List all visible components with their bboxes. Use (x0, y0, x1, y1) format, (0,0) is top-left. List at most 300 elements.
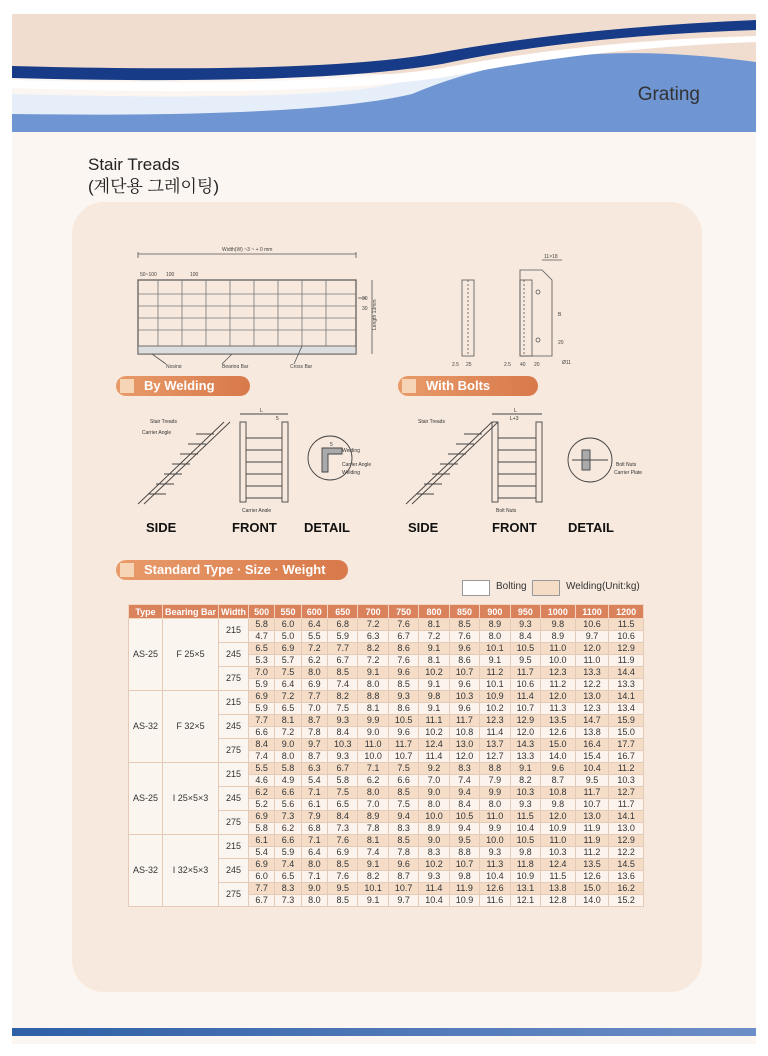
weight-cell: 12.3 (575, 703, 609, 715)
weight-cell: 7.8 (301, 727, 327, 739)
weight-cell: 7.9 (301, 811, 327, 823)
drawing-bolt-hole: 11×18 (544, 254, 558, 260)
weight-cell: 4.7 (249, 631, 275, 643)
type-cell: AS-32 (129, 835, 163, 907)
weight-cell: 13.3 (575, 667, 609, 679)
weight-cell: 7.6 (449, 631, 479, 643)
weight-cell: 14.7 (575, 715, 609, 727)
weight-cell: 10.3 (510, 787, 540, 799)
weight-cell: 6.5 (275, 871, 301, 883)
weight-cell: 8.0 (275, 751, 301, 763)
weight-cell: 11.9 (449, 883, 479, 895)
width-cell: 275 (219, 667, 249, 691)
bolts-diagram (392, 408, 652, 512)
weight-cell: 7.1 (301, 835, 327, 847)
weight-cell: 6.4 (275, 679, 301, 691)
weight-cell: 5.8 (327, 775, 357, 787)
weight-cell: 11.9 (575, 835, 609, 847)
weight-cell: 6.3 (301, 763, 327, 775)
width-cell: 215 (219, 691, 249, 715)
weight-cell: 6.4 (301, 619, 327, 631)
weight-cell: 10.4 (510, 823, 540, 835)
drawing-part-cross-bar: Cross Bar (290, 364, 313, 368)
bearing-bar-cell: F 32×5 (163, 691, 219, 763)
drawing-pitch-label-2: 100 (166, 272, 175, 278)
weight-cell: 9.6 (449, 679, 479, 691)
weight-cell: 10.9 (449, 895, 479, 907)
weight-cell: 6.6 (275, 835, 301, 847)
weight-cell: 10.5 (510, 643, 540, 655)
weight-cell: 7.0 (419, 775, 449, 787)
weight-cell: 13.1 (510, 883, 540, 895)
welding-label-stair-treads: Stair Treads (150, 419, 177, 425)
weight-cell: 9.3 (510, 619, 540, 631)
weight-cell: 12.2 (609, 847, 644, 859)
type-cell: AS-25 (129, 619, 163, 691)
table-row (129, 691, 644, 703)
weight-cell: 11.2 (541, 679, 576, 691)
weight-cell: 12.4 (419, 739, 449, 751)
weight-cell: 8.0 (480, 631, 510, 643)
weight-cell: 9.9 (480, 823, 510, 835)
header-title: Grating (637, 84, 700, 105)
section-title-en: Stair Treads (88, 155, 180, 174)
weight-cell: 4.6 (249, 775, 275, 787)
weight-cell: 5.4 (249, 847, 275, 859)
weight-cell: 10.9 (480, 691, 510, 703)
weight-cell: 6.9 (249, 691, 275, 703)
welding-detail-label-5: 5 (330, 442, 333, 448)
weight-cell: 10.1 (480, 679, 510, 691)
weight-cell: 7.6 (327, 835, 357, 847)
weight-cell: 6.9 (301, 679, 327, 691)
weight-cell: 15.0 (609, 727, 644, 739)
weight-cell: 12.9 (609, 643, 644, 655)
welding-diagram (124, 408, 374, 512)
weight-cell: 9.3 (419, 871, 449, 883)
table-header-cell: 600 (301, 605, 327, 619)
with-bolts-title: With Bolts (426, 378, 491, 393)
weight-cell: 10.7 (449, 667, 479, 679)
weight-cell: 7.1 (301, 871, 327, 883)
weight-cell: 12.6 (575, 871, 609, 883)
weight-cell: 9.3 (327, 751, 357, 763)
weight-cell: 6.9 (249, 859, 275, 871)
weight-cell: 8.1 (275, 715, 301, 727)
weight-cell: 7.1 (301, 787, 327, 799)
table-header-cell: 750 (388, 605, 418, 619)
weight-cell: 6.6 (275, 787, 301, 799)
weight-cell: 6.3 (358, 631, 388, 643)
weight-cell: 7.9 (480, 775, 510, 787)
weight-cell: 7.6 (388, 619, 418, 631)
drawing-bolt-dim-1: 2.5 (504, 362, 511, 368)
weight-cell: 14.4 (609, 667, 644, 679)
drawing-side-dim-2: 25 (466, 362, 472, 368)
weight-cell: 6.8 (327, 619, 357, 631)
weight-cell: 9.3 (480, 847, 510, 859)
weight-cell: 11.2 (480, 667, 510, 679)
bolts-view-front: FRONT (492, 520, 537, 535)
weight-cell: 12.3 (541, 667, 576, 679)
drawing-width-label: Width(W) ~3 ~ + 0 mm (222, 247, 273, 253)
weight-cell: 10.9 (541, 823, 576, 835)
table-header-cell: 500 (249, 605, 275, 619)
table-header-cell: Width (219, 605, 249, 619)
legend-bolting-label: Bolting (496, 581, 527, 592)
weight-cell: 8.3 (449, 763, 479, 775)
weight-cell: 10.8 (449, 727, 479, 739)
width-cell: 275 (219, 739, 249, 763)
table-header-cell: Bearing Bar (163, 605, 219, 619)
weight-cell: 10.2 (480, 703, 510, 715)
weight-cell: 14.0 (541, 751, 576, 763)
drawing-dim-30: 30 (362, 296, 368, 302)
weight-cell: 6.0 (275, 619, 301, 631)
weight-cell: 11.9 (609, 655, 644, 667)
weight-cell: 16.4 (575, 739, 609, 751)
weight-cell: 15.4 (575, 751, 609, 763)
width-cell: 275 (219, 811, 249, 835)
weight-cell: 12.8 (541, 895, 576, 907)
bolts-front-label-l: L (514, 408, 517, 414)
weight-cell: 11.2 (575, 847, 609, 859)
weight-cell: 8.0 (358, 679, 388, 691)
weight-cell: 10.4 (575, 763, 609, 775)
weight-cell: 11.7 (575, 787, 609, 799)
weight-cell: 9.0 (419, 787, 449, 799)
table-header-cell: 650 (327, 605, 357, 619)
weight-cell: 9.3 (388, 691, 418, 703)
weight-cell: 5.8 (275, 763, 301, 775)
weight-cell: 8.9 (480, 619, 510, 631)
weight-cell: 14.1 (609, 811, 644, 823)
weight-cell: 7.5 (327, 787, 357, 799)
weight-cell: 8.2 (358, 643, 388, 655)
weight-cell: 5.9 (275, 847, 301, 859)
weight-cell: 10.7 (510, 703, 540, 715)
weight-cell: 7.2 (301, 643, 327, 655)
weight-cell: 12.2 (575, 679, 609, 691)
section-title (88, 154, 219, 198)
weight-cell: 11.7 (388, 739, 418, 751)
weight-cell: 12.7 (609, 787, 644, 799)
weight-cell: 9.6 (449, 703, 479, 715)
weight-cell: 7.2 (358, 655, 388, 667)
weight-cell: 6.2 (249, 787, 275, 799)
weight-cell: 8.9 (419, 823, 449, 835)
table-header-cell: 850 (449, 605, 479, 619)
weight-cell: 13.0 (575, 811, 609, 823)
weight-cell: 7.7 (249, 883, 275, 895)
heading-square-icon (402, 379, 416, 393)
weight-cell: 11.5 (609, 619, 644, 631)
table-header-cell: 550 (275, 605, 301, 619)
weight-cell: 13.6 (609, 871, 644, 883)
weight-cell: 10.3 (541, 847, 576, 859)
weight-cell: 13.3 (609, 679, 644, 691)
weight-cell: 7.7 (249, 715, 275, 727)
weight-cell: 7.6 (388, 655, 418, 667)
weight-cell: 10.7 (575, 799, 609, 811)
weight-cell: 7.3 (275, 895, 301, 907)
legend-bolting-swatch (462, 580, 490, 596)
weight-cell: 8.7 (301, 751, 327, 763)
weight-cell: 9.4 (449, 787, 479, 799)
weight-cell: 7.2 (275, 727, 301, 739)
weight-cell: 8.6 (388, 643, 418, 655)
weight-cell: 10.6 (609, 631, 644, 643)
weight-cell: 12.0 (541, 691, 576, 703)
weight-cell: 4.9 (275, 775, 301, 787)
weight-cell: 10.1 (358, 883, 388, 895)
weight-cell: 11.4 (480, 727, 510, 739)
weight-cell: 8.0 (480, 799, 510, 811)
weight-cell: 9.1 (358, 895, 388, 907)
weight-cell: 9.4 (388, 811, 418, 823)
weight-cell: 8.3 (388, 823, 418, 835)
weight-cell: 5.9 (327, 631, 357, 643)
weight-cell: 6.7 (327, 655, 357, 667)
weight-cell: 11.0 (575, 655, 609, 667)
drawing-part-bearing-bar: Bearing Bar (222, 364, 249, 368)
weight-cell: 9.9 (480, 787, 510, 799)
weight-cell: 8.6 (449, 655, 479, 667)
weight-cell: 6.7 (327, 763, 357, 775)
weight-cell: 8.7 (541, 775, 576, 787)
weight-cell: 10.0 (419, 811, 449, 823)
weight-cell: 9.8 (510, 847, 540, 859)
weight-cell: 8.0 (419, 799, 449, 811)
weight-cell: 8.5 (327, 859, 357, 871)
table-header-cell: 700 (358, 605, 388, 619)
footer-line (12, 1028, 756, 1036)
weight-cell: 6.9 (275, 643, 301, 655)
weight-cell: 9.0 (419, 835, 449, 847)
weight-cell: 5.5 (301, 631, 327, 643)
weight-cell: 9.5 (510, 655, 540, 667)
weight-cell: 13.3 (510, 751, 540, 763)
type-cell: AS-32 (129, 691, 163, 763)
weight-cell: 8.9 (358, 811, 388, 823)
weight-cell: 11.2 (609, 763, 644, 775)
weight-cell: 5.8 (249, 619, 275, 631)
welding-front-label-l: L (260, 408, 263, 414)
drawing-bolt-hole-dia: Ø11 (562, 360, 572, 366)
section-title-ko: (계단용 그레이팅) (88, 177, 219, 196)
weight-cell: 8.3 (419, 847, 449, 859)
weight-cell: 7.4 (358, 847, 388, 859)
weight-cell: 7.3 (275, 811, 301, 823)
weight-cell: 8.2 (510, 775, 540, 787)
weight-cell: 7.8 (358, 823, 388, 835)
weight-cell: 15.9 (609, 715, 644, 727)
weight-cell: 11.1 (419, 715, 449, 727)
drawing-pitch-label-3: 100 (190, 272, 199, 278)
bolts-view-detail: DETAIL (568, 520, 614, 535)
weight-cell: 10.7 (449, 859, 479, 871)
weight-cell: 5.0 (275, 631, 301, 643)
weight-cell: 5.9 (249, 703, 275, 715)
weight-cell: 8.7 (301, 715, 327, 727)
drawing-length-label: Length 13mm (372, 299, 378, 330)
weight-cell: 9.1 (419, 679, 449, 691)
weight-cell: 12.0 (510, 727, 540, 739)
weight-cell: 8.0 (301, 859, 327, 871)
weight-cell: 9.8 (449, 871, 479, 883)
weight-cell: 11.6 (480, 895, 510, 907)
stair-tread-drawing (122, 240, 602, 368)
weight-cell: 13.8 (575, 727, 609, 739)
weight-cell: 6.5 (249, 643, 275, 655)
table-header-cell: 800 (419, 605, 449, 619)
table-header-cell: 1200 (609, 605, 644, 619)
weight-cell: 12.0 (541, 811, 576, 823)
weight-cell: 8.0 (301, 895, 327, 907)
weight-cell: 9.0 (275, 739, 301, 751)
drawing-bolt-dim-3: 20 (534, 362, 540, 368)
weight-cell: 10.1 (480, 643, 510, 655)
weight-cell: 11.7 (449, 715, 479, 727)
weight-cell: 7.5 (327, 703, 357, 715)
weight-cell: 13.0 (609, 823, 644, 835)
table-header-cell: Type (129, 605, 163, 619)
weight-cell: 8.7 (388, 871, 418, 883)
weight-cell: 10.8 (541, 787, 576, 799)
weight-cell: 9.6 (388, 859, 418, 871)
weight-cell: 7.2 (275, 691, 301, 703)
bolts-front-label-l3: L+3 (510, 416, 519, 422)
weight-cell: 8.2 (358, 871, 388, 883)
weight-cell: 6.9 (327, 847, 357, 859)
weight-cell: 11.0 (358, 739, 388, 751)
weight-cell: 10.5 (510, 835, 540, 847)
bearing-bar-cell: F 25×5 (163, 619, 219, 691)
weight-cell: 10.2 (419, 727, 449, 739)
bearing-bar-cell: I 25×5×3 (163, 763, 219, 835)
weight-cell: 9.6 (449, 643, 479, 655)
weight-cell: 8.1 (419, 655, 449, 667)
welding-front-label-5: 5 (276, 416, 279, 422)
weight-cell: 9.0 (301, 883, 327, 895)
page (12, 14, 756, 1044)
weight-cell: 6.0 (249, 871, 275, 883)
weight-cell: 8.9 (541, 631, 576, 643)
weight-cell: 8.5 (449, 619, 479, 631)
welding-detail-label-welding-2: Welding (342, 470, 360, 476)
weight-cell: 10.6 (575, 619, 609, 631)
heading-square-icon (120, 563, 134, 577)
drawing-pitch-label-1: 50~100 (140, 272, 157, 278)
weight-cell: 10.3 (609, 775, 644, 787)
weight-cell: 9.1 (480, 655, 510, 667)
weight-cell: 10.9 (510, 871, 540, 883)
weight-cell: 12.6 (480, 883, 510, 895)
weight-cell: 6.2 (358, 775, 388, 787)
weight-cell: 10.0 (541, 655, 576, 667)
weight-cell: 16.2 (609, 883, 644, 895)
weight-cell: 7.6 (327, 871, 357, 883)
standard-type-heading (116, 560, 348, 580)
weight-cell: 6.1 (301, 799, 327, 811)
welding-label-carrier-angle: Carrier Angle (142, 430, 172, 436)
weight-cell: 11.7 (609, 799, 644, 811)
weight-cell: 9.8 (541, 619, 576, 631)
weight-cell: 14.5 (609, 859, 644, 871)
welding-view-detail: DETAIL (304, 520, 350, 535)
weight-cell: 9.1 (419, 643, 449, 655)
weight-cell: 10.7 (388, 751, 418, 763)
width-cell: 215 (219, 835, 249, 859)
weight-cell: 5.7 (275, 655, 301, 667)
weight-cell: 9.3 (327, 715, 357, 727)
drawing-dim-20: 20 (558, 340, 564, 346)
weight-cell: 9.8 (541, 799, 576, 811)
weight-cell: 9.3 (510, 799, 540, 811)
weight-cell: 10.2 (419, 859, 449, 871)
weight-cell: 10.5 (449, 811, 479, 823)
drawing-dim-30b: 30 (362, 306, 368, 312)
weight-cell: 10.4 (480, 871, 510, 883)
weight-cell: 9.7 (575, 631, 609, 643)
weight-cell: 7.8 (388, 847, 418, 859)
weight-cell: 8.5 (388, 679, 418, 691)
weight-cell: 11.4 (419, 751, 449, 763)
weight-cell: 11.4 (510, 691, 540, 703)
weight-cell: 7.4 (275, 859, 301, 871)
weight-cell: 13.0 (449, 739, 479, 751)
weight-cell: 10.0 (358, 751, 388, 763)
weight-cell: 11.4 (419, 883, 449, 895)
width-cell: 215 (219, 619, 249, 643)
weight-cell: 8.4 (327, 811, 357, 823)
weight-cell: 10.3 (327, 739, 357, 751)
table-header-row (129, 605, 644, 619)
bolts-front-label-bolt-nuts: Bolt Nuts (496, 508, 517, 512)
table-header-cell: 950 (510, 605, 540, 619)
weight-cell: 11.5 (541, 871, 576, 883)
weight-cell: 11.8 (510, 859, 540, 871)
weight-cell: 8.1 (358, 703, 388, 715)
weight-cell: 11.7 (510, 667, 540, 679)
weight-cell: 11.3 (541, 703, 576, 715)
weight-cell: 8.1 (358, 835, 388, 847)
weight-cell: 9.6 (388, 667, 418, 679)
weight-cell: 7.3 (327, 823, 357, 835)
weight-cell: 5.4 (301, 775, 327, 787)
weight-cell: 8.8 (449, 847, 479, 859)
table-body (129, 619, 644, 907)
weight-cell: 5.5 (249, 763, 275, 775)
bolts-detail-label-bolt-nuts: Bolt Nuts (616, 462, 637, 468)
weight-cell: 13.0 (575, 691, 609, 703)
table-header-cell: 1000 (541, 605, 576, 619)
weight-cell: 6.7 (388, 631, 418, 643)
weight-cell: 8.4 (449, 799, 479, 811)
drawing-dim-b: B (558, 312, 562, 318)
weight-cell: 12.4 (541, 859, 576, 871)
weight-cell: 9.2 (419, 763, 449, 775)
weight-cell: 13.4 (609, 703, 644, 715)
drawing-part-nosing: Nosing (166, 364, 182, 368)
weight-cell: 17.7 (609, 739, 644, 751)
weight-cell: 8.3 (275, 883, 301, 895)
weight-cell: 6.5 (275, 703, 301, 715)
width-cell: 215 (219, 763, 249, 787)
weight-cell: 9.6 (541, 763, 576, 775)
weight-cell: 7.4 (449, 775, 479, 787)
legend-welding-label: Welding(Unit:kg) (566, 581, 640, 592)
